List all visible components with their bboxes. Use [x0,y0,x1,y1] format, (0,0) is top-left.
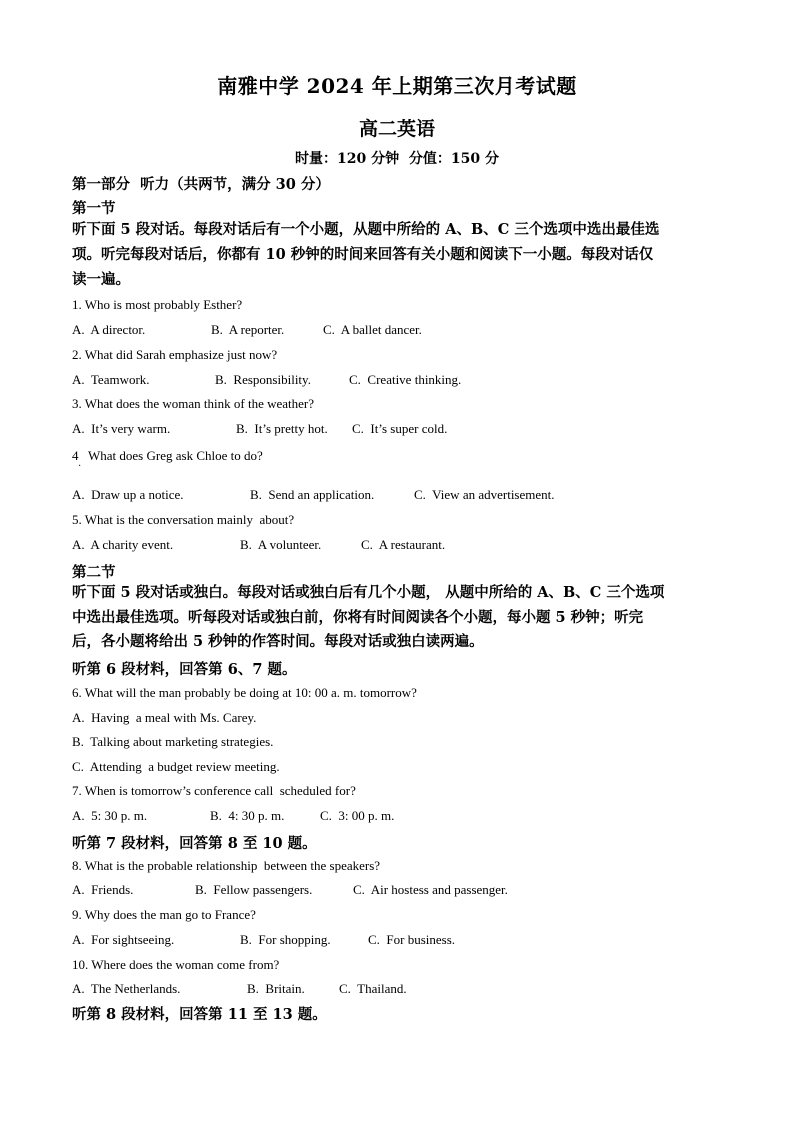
material-7-heading: 听第 7 段材料，回答第 8 至 10 题。 [72,835,317,852]
question-3-option-b: B. It’s pretty hot. [236,421,328,436]
question-8-option-a: A. Friends. [72,882,134,897]
question-8-stem: 8. What is the probable relationship between the speakers? [72,858,381,873]
question-1-option-c: C. A ballet dancer. [323,322,422,337]
section1-instruction-line1: 听下面 5 段对话。每段对话后有一个小题，从题中所给的 A、B、C 三个选项中选出最佳选 [72,221,660,238]
question-5-option-a: A. A charity event. [72,537,174,552]
question-7-stem: 7. When is tomorrow’s conference call scheduled for? [72,783,356,798]
section2-instruction-line2: 中选出最佳选项。听每段对话或独白前，你将有时间阅读各个小题，每小题 5 秒钟；听完 [72,609,644,626]
question-4-dot: · [78,461,82,472]
question-8-option-c: C. Air hostess and passenger. [353,882,508,897]
question-2-stem: 2. What did Sarah emphasize just now? [72,347,278,362]
question-9-option-b: B. For shopping. [240,932,331,947]
question-4-option-b: B. Send an application. [250,487,375,502]
question-10-stem: 10. Where does the woman come from? [72,957,280,972]
part1-heading: 第一部分 听力（共两节，满分 30 分） [72,176,330,193]
question-4-option-c: C. View an advertisement. [414,487,555,502]
question-2-option-b: B. Responsibility. [215,372,311,387]
question-10-option-b: B. Britain. [247,981,305,996]
question-6-option-a: A. Having a meal with Ms. Carey. [72,710,257,725]
exam-subtitle: 高二英语 [358,118,435,140]
exam-title: 南雅中学 2024 年上期第三次月考试题 [217,74,577,98]
question-5-option-c: C. A restaurant. [361,537,446,552]
section1-instruction-line3: 读一遍。 [72,271,130,288]
section1-heading: 第一节 [72,200,116,217]
question-7-option-c: C. 3: 00 p. m. [320,808,395,823]
question-9-stem: 9. Why does the man go to France? [72,907,256,922]
material-8-heading: 听第 8 段材料，回答第 11 至 13 题。 [72,1006,327,1023]
material-6-heading: 听第 6 段材料，回答第 6、7 题。 [72,661,297,678]
section1-instruction-line2: 项。听完每段对话后，你都有 10 秒钟的时间来回答有关小题和阅读下一小题。每段对话仅 [72,246,654,263]
question-2-option-c: C. Creative thinking. [349,372,462,387]
section2-heading: 第二节 [72,564,116,581]
question-6-option-c: C. Attending a budget review meeting. [72,759,280,774]
section2-instruction-line1: 听下面 5 段对话或独白。每段对话或独白后有几个小题， 从题中所给的 A、B、C 三个选项 [72,584,665,601]
question-7-option-b: B. 4: 30 p. m. [210,808,285,823]
question-1-option-a: A. A director. [72,322,146,337]
exam-meta: 时量：120 分钟 分值：150 分 [295,151,499,167]
question-3-option-c: C. It’s super cold. [352,421,448,436]
question-3-option-a: A. It’s very warm. [72,421,171,436]
question-4-option-a: A. Draw up a notice. [72,487,184,502]
question-3-stem: 3. What does the woman think of the weather? [72,396,314,411]
question-5-option-b: B. A volunteer. [240,537,322,552]
question-8-option-b: B. Fellow passengers. [195,882,313,897]
question-1-option-b: B. A reporter. [211,322,285,337]
question-6-option-b: B. Talking about marketing strategies. [72,734,274,749]
question-1-stem: 1. Who is most probably Esther? [72,297,243,312]
section2-instruction-line3: 后，各小题将给出 5 秒钟的作答时间。每段对话或独白读两遍。 [72,633,484,650]
question-5-stem: 5. What is the conversation mainly about? [72,512,295,527]
question-6-stem: 6. What will the man probably be doing at 10: 00 a. m. tomorrow? [72,685,417,700]
question-9-option-a: A. For sightseeing. [72,932,175,947]
question-7-option-a: A. 5: 30 p. m. [72,808,148,823]
question-10-option-a: A. The Netherlands. [72,981,181,996]
question-2-option-a: A. Teamwork. [72,372,150,387]
question-4-stem: 4 What does Greg ask Chloe to do? [72,448,263,463]
question-9-option-c: C. For business. [368,932,456,947]
question-10-option-c: C. Thailand. [339,981,407,996]
